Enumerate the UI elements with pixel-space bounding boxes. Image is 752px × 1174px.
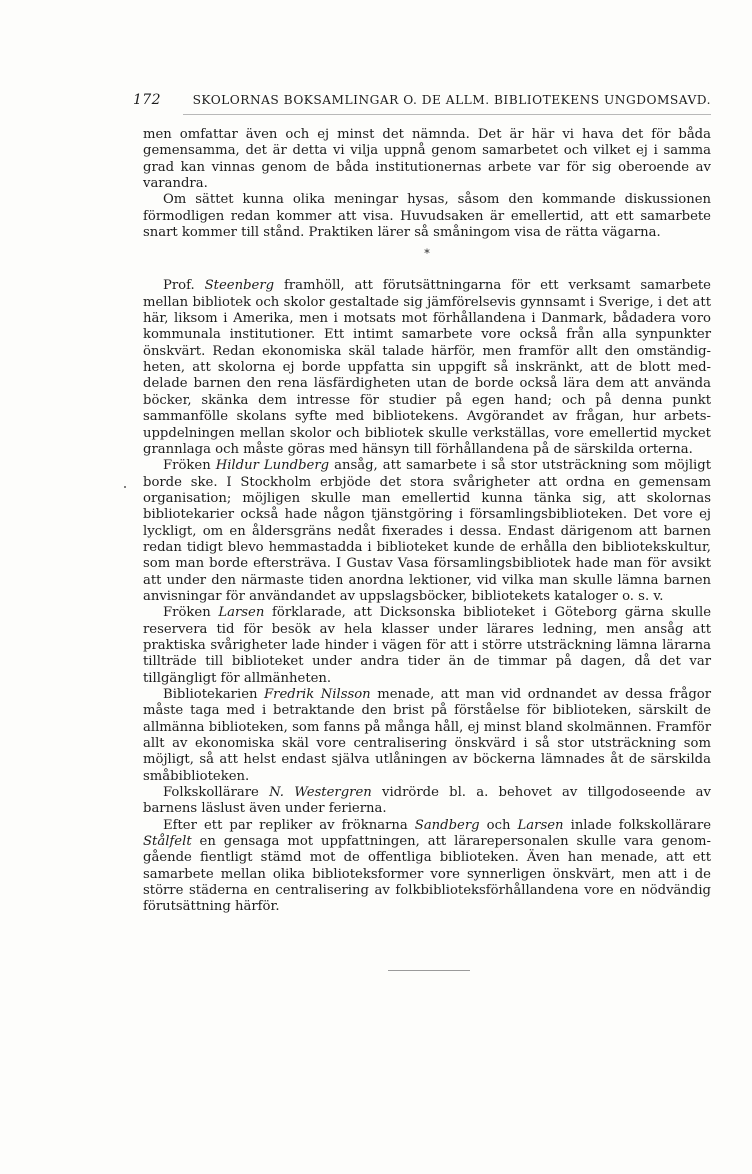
- paragraph: Bibliotekarien Fredrik Nilsson menade, att man vid ordnandet av dessa frågor måste taga med i betraktande den brist på förståelse för biblioteken, särskilt de allmänna biblioteken, som fanns på många håll, ej minst bland skolmännen. Framför allt av ekonomiska skäl vore centralisering önskvärd i så stor utsträckning som möjligt, så att helst endast själva utlåningen av böckerna lämnades åt de särskilda småbiblioteken.: [143, 687, 712, 784]
- paragraph: Folkskollärare N. Westergren vidrörde bl. a. behovet av tillgodoseende av barnens läslust även under ferierna.: [143, 785, 711, 817]
- body-text: [143, 127, 711, 916]
- paragraph: Om sättet kunna olika meningar hysas, såsom den kommande diskussionen förmodligen redan kommer att visa. Huvudsaken är emellertid, att ett samarbete snart kommer till stånd. Praktiken lärer så småningom visa de rätta vägarna.: [143, 192, 711, 241]
- running-title: SKOLORNAS BOKSAMLINGAR O. DE ALLM. BIBLIOTEKENS UNGDOMSAVD.: [192, 93, 711, 107]
- header-rule: [183, 114, 711, 115]
- section-separator: *: [424, 247, 430, 261]
- paragraph: Efter ett par repliker av fröknarna Sandberg och Larsen inlade folkskollärare Stålfelt en gensaga mot uppfattningen, att lärarepersonalen skulle vara genomgående fientligt stämd mot de offentliga biblioteken. Även han menade, att ett samarbete mellan olika biblioteksformer vore synnerligen önskvärt, men att i de större städerna en centralisering av folkbiblioteksförhållandena vore en nödvändig förutsättning härför.: [143, 817, 711, 915]
- paragraph: Fröken Larsen förklarade, att Dicksonska biblioteket i Göteborg gärna skulle reservera tid för besök av hela klasser under lärares ledning, men ansåg att praktiska svårigheter lade hinder i vägen för att i större utsträckning lämna lärarna tillträde till biblioteket under andra tider än de timmar på dagen, då det var tillgängligt för allmänheten.: [143, 605, 712, 686]
- end-rule: [388, 970, 470, 971]
- page-number: 172: [133, 92, 161, 108]
- margin-mark: [124, 486, 126, 488]
- running-header: [133, 92, 711, 112]
- paragraph: Prof. Steenberg framhöll, att förutsättningarna för ett verksamt samarbete mellan bibliotek och skolor gestaltade sig jämförelsevis gynnsamt i Sverige, i det att här, liksom i Amerika, men i motsats mot förhållandena i Danmark, bådadera voro kommunala institutioner. Ett intimt samarbete vore också från alla synpunkter önskvärt. Redan ekonomiska skäl talade härför, men framför allt den omständigheten, att skolorna ej borde uppfatta sin uppgift så inskränkt, att de blott meddelade barnen den rena läsfärdigheten utan de borde också lära dem att använda böcker, skänka dem intresse för studier på egen hand; och på denna punkt sammanfölle skolans syfte med bibliotekens. Avgörandet av frågan, hur arbetsuppdelningen mellan skolor och bibliotek skulle verkställas, vore emellertid mycket grannlaga och måste göras med hänsyn till förhållandena på de särskilda orterna.: [143, 278, 711, 457]
- paragraph: men omfattar även och ej minst det nämnda. Det är här vi hava det för båda gemensamma, det är detta vi vilja uppnå genom samarbetet och vilket ej i samma grad kan vinnas genom de båda institutionernas arbete var för sig oberoende av varandra.: [143, 127, 711, 192]
- paragraph: Fröken Hildur Lundberg ansåg, att samarbete i så stor utsträckning som möjligt borde ske. I Stockholm erbjöde det stora svårigheter att ordna en gemensam organisation; möjligen skulle man emellertid kunna tänka sig, att skolornas bibliotekarier också hade någon tjänstgöring i församlingsbiblioteken. Det vore ej lyckligt, om en åldersgräns nedåt fixerades i dessa. Endast därigenom att barnen redan tidigt blevo hemmastadda i biblioteket kunde de erhålla den bibliotekskultur, som man borde eftersträva. I Gustav Vasa församlingsbibliotek hade man för avsikt att under den närmaste tiden anordna lektioner, vid vilka man skulle lämna barnen anvisningar för användandet av uppslagsböcker, bibliotekets kataloger o. s. v.: [143, 458, 712, 604]
